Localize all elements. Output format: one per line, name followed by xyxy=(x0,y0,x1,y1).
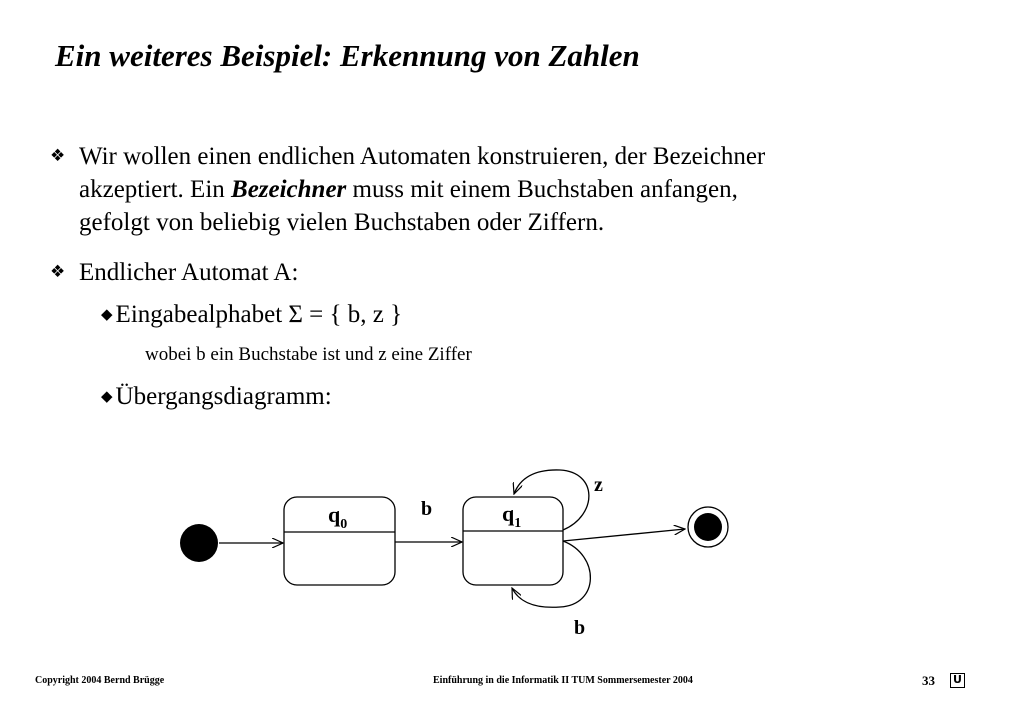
alphabet-note: wobei b ein Buchstabe ist und z eine Ziffer xyxy=(145,344,472,365)
bullet-line-2-end: muss mit einem Buchstaben anfangen, xyxy=(346,176,738,203)
footer-course: Einführung in die Informatik II TUM Sommersemester 2004 xyxy=(433,675,693,686)
loop-q1-z-label: z xyxy=(594,474,603,496)
final-state xyxy=(688,507,728,547)
state-q0 xyxy=(284,497,395,585)
bullet-line-1: Wir wollen einen endlichen Automaten konstruieren, der Bezeichner xyxy=(79,143,766,170)
diamond-bullet-icon: ◆ xyxy=(101,387,113,405)
loop-q1-b-label: b xyxy=(574,617,586,639)
state-q0-label: $q_0$ xyxy=(328,502,348,532)
page-number: 33 xyxy=(922,673,935,688)
four-diamond-bullet-icon: ❖ xyxy=(50,262,66,282)
bullet-line-3: gefolgt von beliebig vielen Buchstaben oder Ziffern. xyxy=(79,209,605,236)
transition-q1-final xyxy=(563,529,685,541)
state-q1 xyxy=(463,497,563,585)
diamond-bullet-icon: ◆ xyxy=(101,305,113,323)
transition-q0-q1-label: b xyxy=(421,498,433,520)
bullet-line-2-start: akzeptiert. Ein xyxy=(79,176,232,203)
subbullet-alphabet-text: Eingabealphabet Σ = { b, z } xyxy=(115,301,403,328)
subbullet-diagram-text: Übergangsdiagramm: xyxy=(115,383,332,410)
term-bezeichner: Bezeichner xyxy=(231,176,347,203)
slide-title: Ein weiteres Beispiel: Erkennung von Zahlen xyxy=(55,38,640,73)
footer-copyright: Copyright 2004 Bernd Brügge xyxy=(35,675,165,686)
initial-state-dot xyxy=(180,524,218,562)
tum-logo-icon: U xyxy=(950,673,965,688)
bullet-automat-text: Endlicher Automat A: xyxy=(79,259,299,286)
state-q1-label: $q_1$ xyxy=(502,501,522,531)
four-diamond-bullet-icon: ❖ xyxy=(50,146,66,166)
